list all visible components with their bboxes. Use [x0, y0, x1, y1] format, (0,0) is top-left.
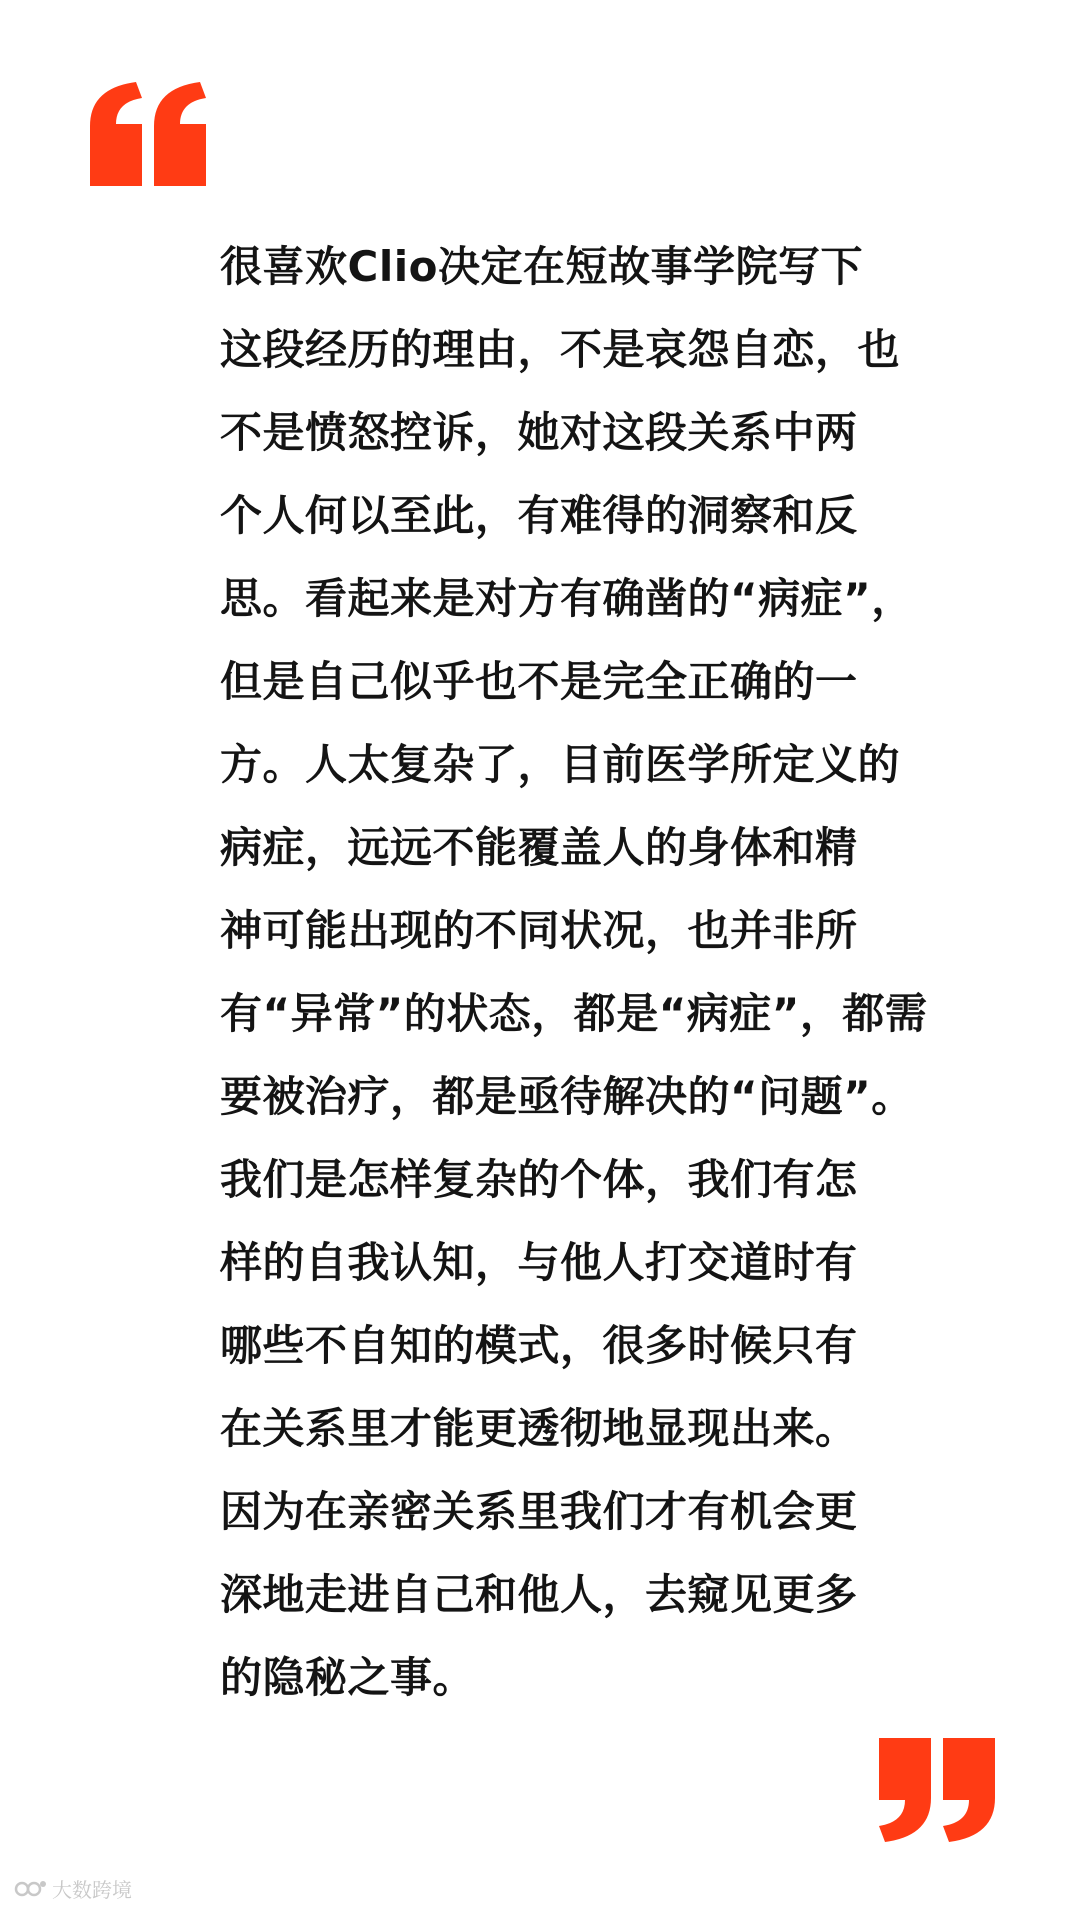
- quote-line: 不是愤怒控诉，她对这段关系中两: [220, 408, 858, 457]
- quote-line: 很喜欢Clio决定在短故事学院写下: [220, 242, 863, 291]
- watermark: [14, 1874, 132, 1903]
- quote-line: 因为在亲密关系里我们才有机会更: [220, 1487, 858, 1536]
- quote-line: 思。看起来是对方有确凿的“病症”，: [220, 574, 914, 623]
- quote-line: 方。人太复杂了，目前医学所定义的: [220, 740, 901, 789]
- quote-line: 要被治疗，都是亟待解决的“问题”。: [220, 1072, 914, 1121]
- watermark-text: 大数跨境: [52, 1878, 132, 1902]
- open-quote-icon: [90, 82, 210, 186]
- quote-line: 哪些不自知的模式，很多时候只有: [220, 1321, 858, 1370]
- quote-text: [220, 232, 928, 1726]
- quote-line: 样的自我认知，与他人打交道时有: [220, 1238, 858, 1287]
- quote-line: 神可能出现的不同状况，也并非所: [220, 906, 858, 955]
- quote-line: 个人何以至此，有难得的洞察和反: [220, 491, 858, 540]
- quote-line: 的隐秘之事。: [220, 1653, 476, 1702]
- watermark-logo-icon: [14, 1878, 48, 1900]
- quote-line: 在关系里才能更透彻地显现出来。: [220, 1404, 858, 1453]
- quote-line: 这段经历的理由，不是哀怨自恋，也: [220, 325, 901, 374]
- quote-line: 我们是怎样复杂的个体，我们有怎: [220, 1155, 858, 1204]
- quote-line: 有“异常”的状态，都是“病症”，都需: [220, 989, 928, 1038]
- quote-line: 深地走进自己和他人，去窥见更多: [220, 1570, 858, 1619]
- close-quote-icon: [875, 1738, 995, 1842]
- quote-line: 但是自己似乎也不是完全正确的一: [220, 657, 858, 706]
- quote-line: 病症，远远不能覆盖人的身体和精: [220, 823, 858, 872]
